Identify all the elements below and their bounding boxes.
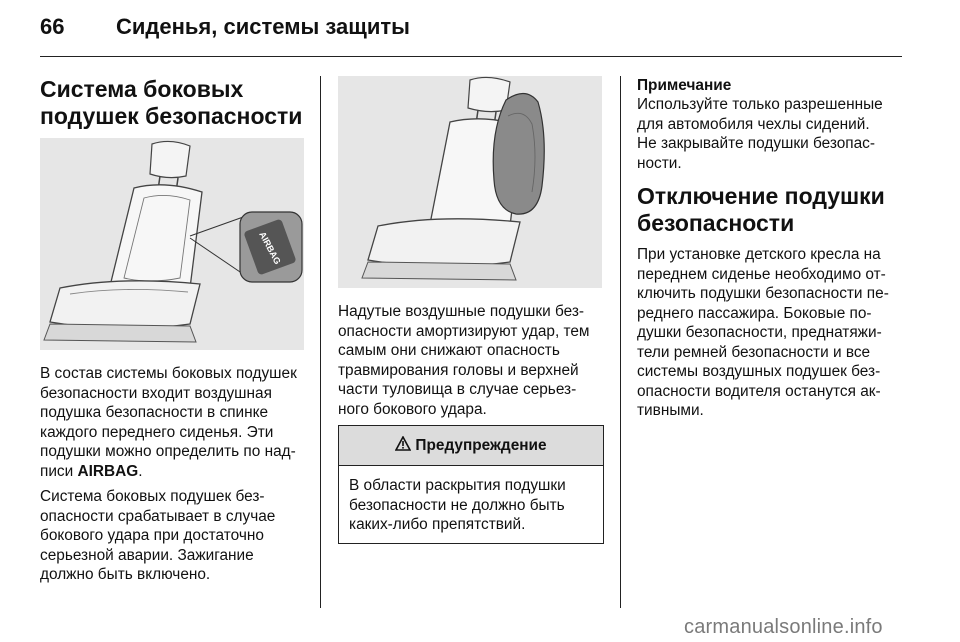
text-line: Используйте только разрешенные: [637, 96, 883, 113]
text-line: Система боковых подушек без-: [40, 488, 265, 505]
text-line: реднего пассажира. Боковые по-: [637, 304, 872, 322]
warning-box: [338, 425, 604, 544]
text-line: Не закрывайте подушки безопас-: [637, 135, 875, 152]
text-line: Надутые воздушные подушки без-: [338, 303, 585, 320]
heading-line: подушек безопасности: [40, 103, 303, 129]
paragraph: [338, 302, 604, 419]
text-line: подушка безопасности в спинке: [40, 404, 269, 421]
column-divider: [320, 76, 321, 608]
text-line: душки безопасности, преднатяжи-: [637, 324, 882, 341]
text-line: бокового удара при достаточно: [40, 527, 264, 544]
heading-line: безопасности: [637, 210, 795, 236]
running-title: Сиденья, системы защиты: [116, 14, 410, 39]
heading-line: Отключение подушки: [637, 183, 885, 209]
text-line: ключить подушки безопасности пе-: [637, 285, 889, 302]
text-line: безопасности входит воздушная: [40, 384, 272, 402]
text-line: подушки можно определить по над-: [40, 443, 296, 460]
text-line: [40, 462, 306, 482]
text-line: В области раскрытия подушки: [349, 477, 566, 494]
text-line: опасности водителя останутся ак-: [637, 382, 881, 400]
warning-body: [339, 466, 603, 543]
column-divider: [620, 76, 621, 608]
text-line: ности.: [637, 154, 682, 172]
page-header: [40, 14, 410, 54]
watermark: carmanualsonline.info: [684, 616, 883, 638]
inflated-side-airbag-illustration: [338, 76, 602, 288]
note-label: Примечание: [637, 77, 732, 94]
text-line: ного бокового удара.: [338, 400, 487, 418]
header-rule: [40, 56, 902, 57]
text-line: переднем сиденье необходимо от-: [637, 265, 886, 283]
paragraph: [637, 245, 907, 421]
text-line: каких-либо препятствий.: [349, 516, 526, 533]
note-text: [637, 95, 907, 173]
text-fragment: писи: [40, 462, 74, 480]
text-line: самым они снижают опасность: [338, 342, 560, 359]
text-line: травмирования головы и верхней: [338, 361, 579, 379]
seat-illustration-svg: [40, 138, 304, 350]
page-number: 66: [40, 14, 65, 39]
warning-header: [339, 426, 603, 466]
section-heading: [637, 183, 907, 237]
text-line: серьезной аварии. Зажигание: [40, 546, 254, 564]
paragraph: [40, 487, 306, 585]
text-line: части туловища в случае серьез-: [338, 381, 577, 398]
text-line: должно быть включено.: [40, 566, 211, 583]
text-line: системы воздушных подушек без-: [637, 363, 881, 380]
text-line: для автомобиля чехлы сидений.: [637, 115, 870, 133]
airbag-term: AIRBAG: [77, 462, 139, 480]
heading-line: Система боковых: [40, 76, 244, 102]
column-3: [637, 76, 907, 427]
text-line: тели ремней безопасности и все: [637, 343, 871, 361]
warning-triangle-icon: [395, 436, 411, 456]
text-line: каждого переднего сиденья. Эти: [40, 423, 274, 441]
seat-airbag-label-illustration: [40, 138, 304, 350]
text-line: безопасности не должно быть: [349, 496, 565, 514]
text-line: тивными.: [637, 402, 704, 419]
column-2: [338, 76, 604, 544]
text-fragment: .: [138, 462, 143, 480]
column-1: [40, 76, 306, 591]
warning-title: Предупреждение: [415, 436, 547, 454]
paragraph: [40, 364, 306, 481]
airbag-label-text: AIRBAG: [257, 229, 283, 267]
section-heading: [40, 76, 306, 130]
text-line: опасности срабатывает в случае: [40, 507, 276, 525]
text-line: опасности амортизируют удар, тем: [338, 322, 590, 340]
seat-airbag-svg: [338, 76, 602, 288]
text-line: В состав системы боковых подушек: [40, 365, 297, 382]
text-line: При установке детского кресла на: [637, 246, 881, 263]
